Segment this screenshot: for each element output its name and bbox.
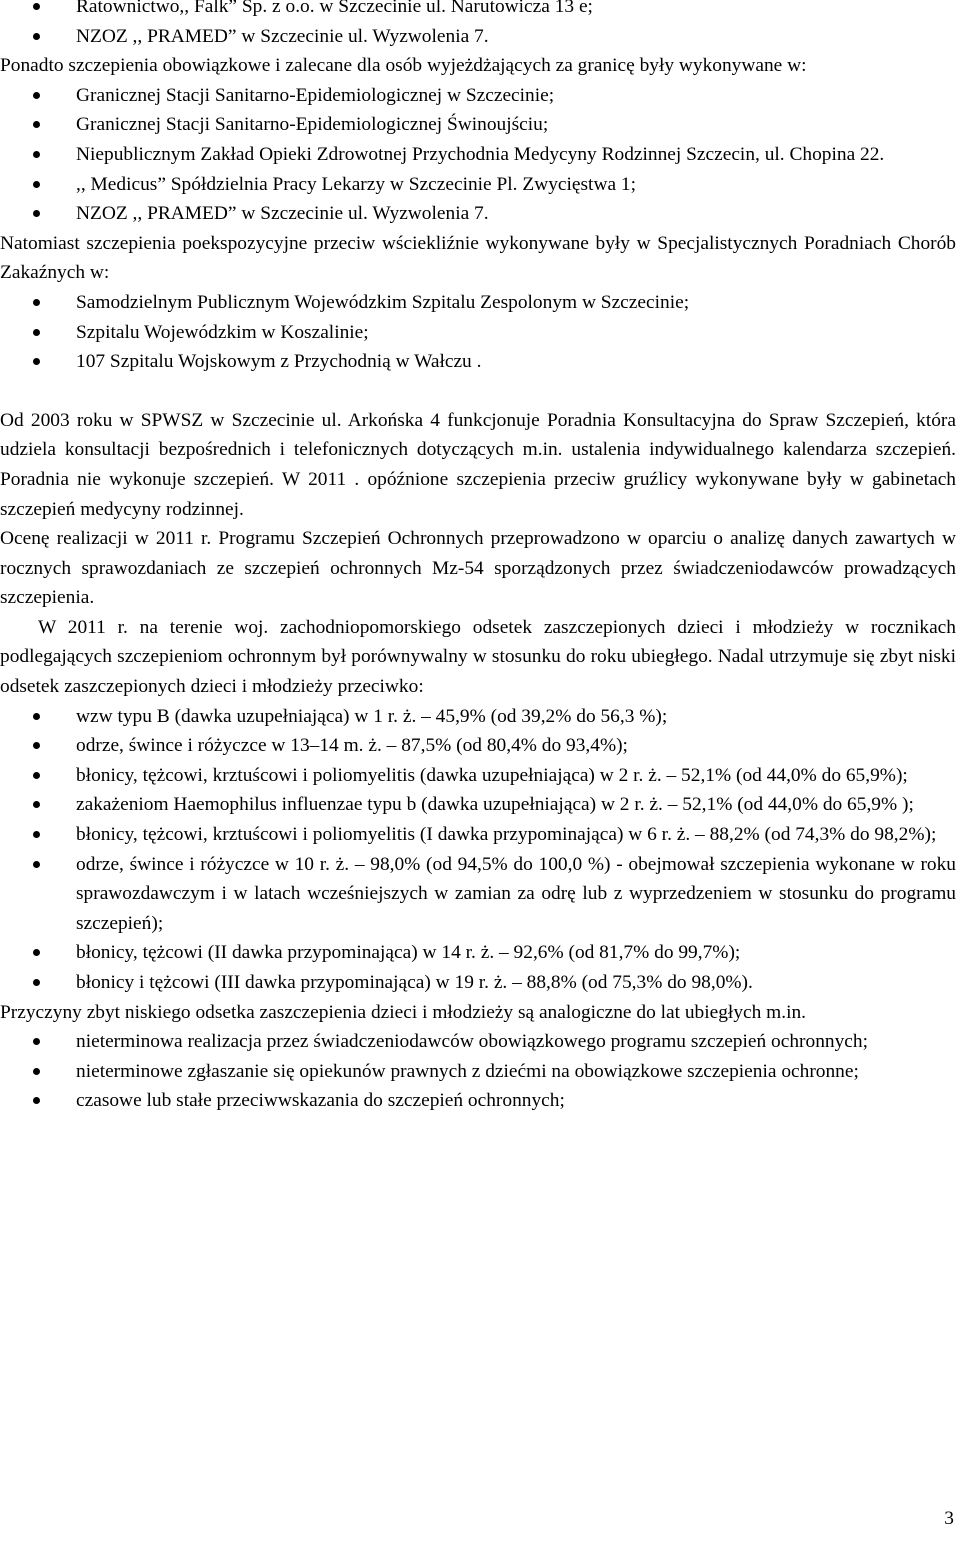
list-item: zakażeniom Haemophilus influenzae typu b (dawka uzupełniająca) w 2 r. ż. – 52,1% (od 44,0% do 65,9% ); bbox=[76, 790, 956, 820]
paragraph-program-evaluation: Ocenę realizacji w 2011 r. Programu Szczepień Ochronnych przeprowadzono w oparciu o analizę danych zawartych w rocznych sprawozdaniach ze szczepień ochronnych Mz-54 sporządzonych przez świadczeniodawców prowadzących szczepienia. bbox=[0, 528, 956, 609]
list-item: nieterminowa realizacja przez świadczeniodawców obowiązkowego programu szczepień ochronnych; bbox=[76, 1027, 956, 1057]
paragraph-consultation-clinic: Od 2003 roku w SPWSZ w Szczecinie ul. Arkońska 4 funkcjonuje Poradnia Konsultacyjna do Spraw Szczepień, która udziela konsultacji bezpośrednich i telefonicznych dotyczących m.in. ustalenia indywidualnego kalendarza szczepień. Poradnia nie wykonuje szczepień. W 2011 . opóźnione szczepienia przeciw gruźlicy wykonywane były w gabinetach szczepień medycyny rodzinnej. bbox=[0, 409, 956, 520]
list-item: błonicy i tężcowi (III dawka przypominająca) w 19 r. ż. – 88,8% (od 75,3% do 98,0%). bbox=[76, 968, 956, 998]
list-item: Ratownictwo,, Falk” Sp. z o.o. w Szczecinie ul. Narutowicza 13 e; bbox=[76, 0, 956, 22]
list-item: błonicy, tężcowi, krztuścowi i poliomyelitis (I dawka przypominająca) w 6 r. ż. – 88,2% (od 74,3% do 98,2%); bbox=[76, 820, 956, 850]
facility-list-continued bbox=[0, 0, 956, 51]
list-item: Granicznej Stacji Sanitarno-Epidemiologicznej Świnoujściu; bbox=[76, 110, 956, 140]
paragraph-rabies: Natomiast szczepienia poekspozycyjne przeciw wściekliźnie wykonywane były w Specjalistycznych Poradniach Chorób Zakaźnych w: bbox=[0, 232, 956, 284]
list-item: ,, Medicus” Spółdzielnia Pracy Lekarzy w Szczecinie Pl. Zwycięstwa 1; bbox=[76, 170, 956, 200]
list-item: Niepublicznym Zakład Opieki Zdrowotnej Przychodnia Medycyny Rodzinnej Szczecin, ul. Chopina 22. bbox=[76, 140, 956, 170]
causes-list bbox=[0, 1027, 956, 1116]
list-item: błonicy, tężcowi (II dawka przypominająca) w 14 r. ż. – 92,6% (od 81,7% do 99,7%); bbox=[76, 938, 956, 968]
paragraph-vaccination-rates: W 2011 r. na terenie woj. zachodniopomorskiego odsetek zaszczepionych dzieci i młodzieży w rocznikach podlegających szczepieniom ochronnym był porównywalny w stosunku do roku ubiegłego. Nadal utrzymuje się zbyt niski odsetek zaszczepionych dzieci i młodzieży przeciwko: bbox=[0, 616, 956, 698]
paragraph-travel-vaccinations: Ponadto szczepienia obowiązkowe i zalecane dla osób wyjeżdżających za granicę były wykonywane w: bbox=[0, 55, 807, 77]
list-item: czasowe lub stałe przeciwwskazania do szczepień ochronnych; bbox=[76, 1086, 956, 1116]
list-item: Granicznej Stacji Sanitarno-Epidemiologicznej w Szczecinie; bbox=[76, 81, 956, 111]
list-item: odrze, śwince i różyczce w 10 r. ż. – 98,0% (od 94,5% do 100,0 %) - obejmował szczepienia wykonane w roku sprawozdawczym i w latach wcześniejszych w zamian za odrę lub z wyprzedzeniem w stosunku do programu szczepień); bbox=[76, 850, 956, 939]
rabies-clinic-list bbox=[0, 288, 956, 377]
list-item: wzw typu B (dawka uzupełniająca) w 1 r. ż. – 45,9% (od 39,2% do 56,3 %); bbox=[76, 702, 956, 732]
list-item: NZOZ ,, PRAMED” w Szczecinie ul. Wyzwolenia 7. bbox=[76, 22, 956, 52]
list-item: Samodzielnym Publicznym Wojewódzkim Szpitalu Zespolonym w Szczecinie; bbox=[76, 288, 956, 318]
low-coverage-list bbox=[0, 702, 956, 998]
page-number: 3 bbox=[944, 1508, 954, 1529]
travel-vaccination-facility-list bbox=[0, 81, 956, 229]
list-item: odrze, śwince i różyczce w 13–14 m. ż. – 87,5% (od 80,4% do 93,4%); bbox=[76, 731, 956, 761]
list-item: nieterminowe zgłaszanie się opiekunów prawnych z dziećmi na obowiązkowe szczepienia ochronne; bbox=[76, 1057, 956, 1087]
list-item: błonicy, tężcowi, krztuścowi i poliomyelitis (dawka uzupełniająca) w 2 r. ż. – 52,1% (od 44,0% do 65,9%); bbox=[76, 761, 956, 791]
list-item: Szpitalu Wojewódzkim w Koszalinie; bbox=[76, 318, 956, 348]
list-item: NZOZ ,, PRAMED” w Szczecinie ul. Wyzwolenia 7. bbox=[76, 199, 956, 229]
paragraph-causes: Przyczyny zbyt niskiego odsetka zaszczepienia dzieci i młodzieży są analogiczne do lat ubiegłych m.in. bbox=[0, 1001, 807, 1023]
list-item: 107 Szpitalu Wojskowym z Przychodnią w Wałczu . bbox=[76, 347, 956, 377]
